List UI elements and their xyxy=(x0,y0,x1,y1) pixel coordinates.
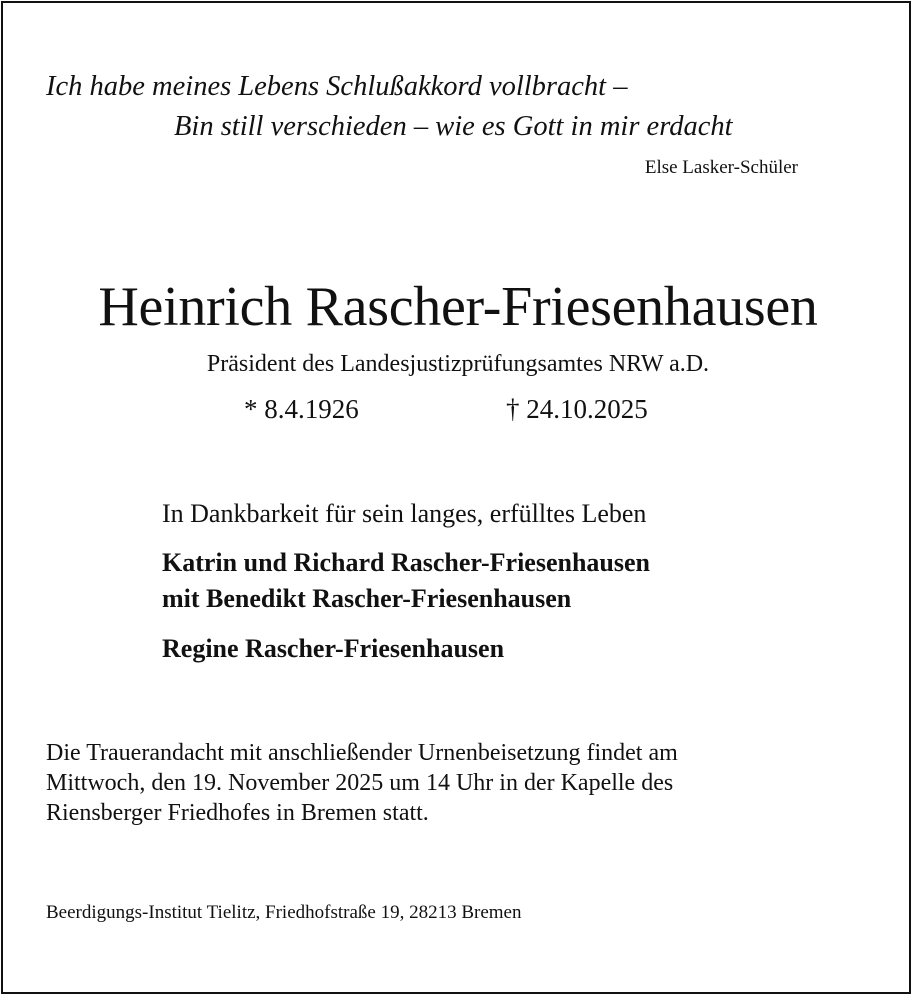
quote-line-2: Bin still verschieden – wie es Gott in mir erdacht xyxy=(174,111,733,142)
death-date: † 24.10.2025 xyxy=(506,394,648,424)
quote-author: Else Lasker-Schüler xyxy=(644,157,798,178)
service-info xyxy=(46,738,678,828)
birth-date: * 8.4.1926 xyxy=(244,394,359,424)
mourner-line: mit Benedikt Rascher-Friesenhausen xyxy=(162,584,572,613)
deceased-title: Präsident des Landesjustizprüfungsamtes NRW a.D. xyxy=(206,351,710,377)
notice-border xyxy=(1,1,911,994)
gratitude-line: In Dankbarkeit für sein langes, erfülltes Leben xyxy=(162,499,647,528)
mourner-line: Katrin und Richard Rascher-Friesenhausen xyxy=(162,548,650,577)
service-line: Mittwoch, den 19. November 2025 um 14 Uhr in der Kapelle des xyxy=(46,770,674,796)
undertaker-info: Beerdigungs-Institut Tielitz, Friedhofstraße 19, 28213 Bremen xyxy=(46,902,522,923)
deceased-name: Heinrich Rascher-Friesenhausen xyxy=(98,276,818,338)
mourner-line: Regine Rascher-Friesenhausen xyxy=(162,634,505,663)
service-line: Riensberger Friedhofes in Bremen statt. xyxy=(46,800,429,826)
service-line: Die Trauerandacht mit anschließender Urnenbeisetzung findet am xyxy=(46,740,678,766)
quote-line-1: Ich habe meines Lebens Schlußakkord vollbracht – xyxy=(46,71,628,102)
